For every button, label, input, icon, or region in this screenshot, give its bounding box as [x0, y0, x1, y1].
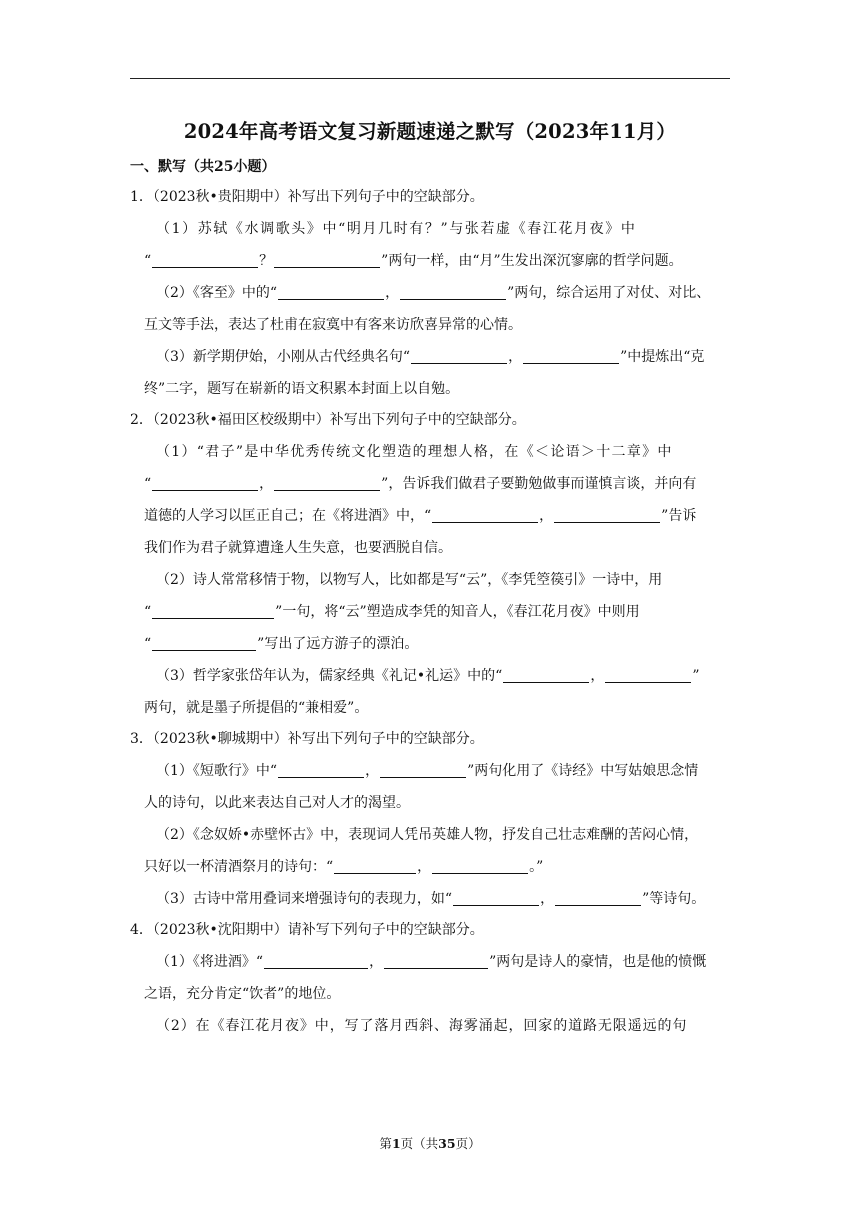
fill-blank[interactable]: [432, 506, 538, 523]
question-4-line: （2）在《春江花月夜》中，写了落月西斜、海雾涌起，回家的道路无限遥远的句: [156, 1018, 688, 1034]
question-3-line: （1）《短歌行》中“ ， ”两句化用了《诗经》中写姑娘思念情: [156, 763, 699, 779]
question-2-line: （3）哲学家张岱年认为，儒家经典《礼记•礼运》中的“ ， ”: [156, 668, 700, 684]
question-1-line: （1）苏轼《水调歌头》中“明月几时有？”与张若虚《春江花月夜》中: [156, 221, 637, 237]
fill-blank[interactable]: [554, 506, 660, 523]
fill-blank[interactable]: [400, 283, 506, 300]
question-1-heading: 1．（2023秋•贵阳期中）补写出下列句子中的空缺部分。: [130, 189, 484, 205]
fill-blank[interactable]: [274, 251, 380, 268]
fill-blank[interactable]: [380, 761, 466, 778]
question-1-line: （2）《客至》中的“ ， ”两句，综合运用了对仗、对比、: [156, 285, 711, 301]
fill-blank[interactable]: [605, 666, 691, 683]
question-3-line: （2）《念奴娇•赤壁怀古》中，表现词人凭吊英雄人物，抒发自己壮志难酬的苦闷心情，: [156, 827, 699, 843]
question-1-line: “ ？ ”两句一样，由“月”生发出深沉寥廓的哲学问题。: [144, 253, 683, 269]
question-3-line: （3）古诗中常用叠词来增强诗句的表现力，如“ ， ”等诗句。: [156, 891, 706, 907]
question-1-line: 互文等手法，表达了杜甫在寂寞中有客来访欣喜异常的心情。: [144, 317, 522, 333]
question-3-line: 只好以一杯清酒祭月的诗句：“ ， 。”: [144, 859, 544, 875]
fill-blank[interactable]: [152, 602, 274, 619]
page-body: [130, 152, 730, 1042]
page-footer: 第1页（共35页）: [379, 1136, 481, 1151]
question-1-line: （3）新学期伊始，小刚从古代经典名句“ ， ”中提炼出“克: [156, 349, 705, 365]
question-2-line: 两句，就是墨子所提倡的“兼相爱”。: [144, 700, 369, 716]
fill-blank[interactable]: [152, 251, 258, 268]
question-2-line: “ ”一句，将“云”塑造成李凭的知音人，《春江花月夜》中则用: [144, 604, 640, 620]
section-heading: 一、默写（共25小题）: [130, 159, 276, 175]
fill-blank[interactable]: [411, 347, 507, 364]
question-4-line: （1）《将进酒》“ ， ”两句是诗人的豪情，也是他的愤慨: [156, 954, 707, 970]
fill-blank[interactable]: [523, 347, 619, 364]
fill-blank[interactable]: [432, 857, 528, 874]
fill-blank[interactable]: [503, 666, 589, 683]
fill-blank[interactable]: [264, 952, 368, 969]
question-2-line: “ ”写出了远方游子的漂泊。: [144, 636, 419, 652]
current-page-number: 1: [391, 1136, 401, 1151]
fill-blank[interactable]: [278, 283, 384, 300]
header-rule: [130, 78, 730, 79]
document-title: 2024年高考语文复习新题速递之默写（2023年11月）: [183, 120, 677, 143]
fill-blank[interactable]: [278, 761, 364, 778]
question-3-line: 人的诗句，以此来表达自己对人才的渴望。: [144, 795, 410, 811]
fill-blank[interactable]: [152, 474, 258, 491]
question-2-line: （2）诗人常常移情于物，以物写人，比如都是写“云”，《李凭箜篌引》一诗中，用: [156, 572, 663, 588]
question-2-line: 我们作为君子就算遭逢人生失意，也要洒脱自信。: [144, 540, 452, 556]
question-2-line: （1）“君子”是中华优秀传统文化塑造的理想人格，在《＜论语＞十二章》中: [156, 444, 673, 460]
question-2-line: “ ， ”，告诉我们做君子要勤勉做事而谨慎言谈，并向有: [144, 476, 697, 492]
total-page-count: 35: [438, 1136, 456, 1151]
question-3-heading: 3．（2023秋•聊城期中）补写出下列句子中的空缺部分。: [130, 731, 484, 747]
question-4-heading: 4．（2023秋•沈阳期中）请补写下列句子中的空缺部分。: [130, 922, 484, 938]
question-2-line: 道德的人学习以匡正自己；在《将进酒》中，“ ， ”告诉: [144, 508, 697, 524]
fill-blank[interactable]: [453, 889, 539, 906]
question-2-heading: 2．（2023秋•福田区校级期中）补写出下列句子中的空缺部分。: [130, 412, 526, 428]
question-4-line: 之语，充分肯定“饮者”的地位。: [144, 986, 341, 1002]
fill-blank[interactable]: [334, 857, 416, 874]
fill-blank[interactable]: [384, 952, 488, 969]
question-1-line: 终”二字，题写在崭新的语文积累本封面上以自勉。: [144, 381, 460, 397]
fill-blank[interactable]: [274, 474, 380, 491]
fill-blank[interactable]: [152, 634, 256, 651]
fill-blank[interactable]: [555, 889, 641, 906]
